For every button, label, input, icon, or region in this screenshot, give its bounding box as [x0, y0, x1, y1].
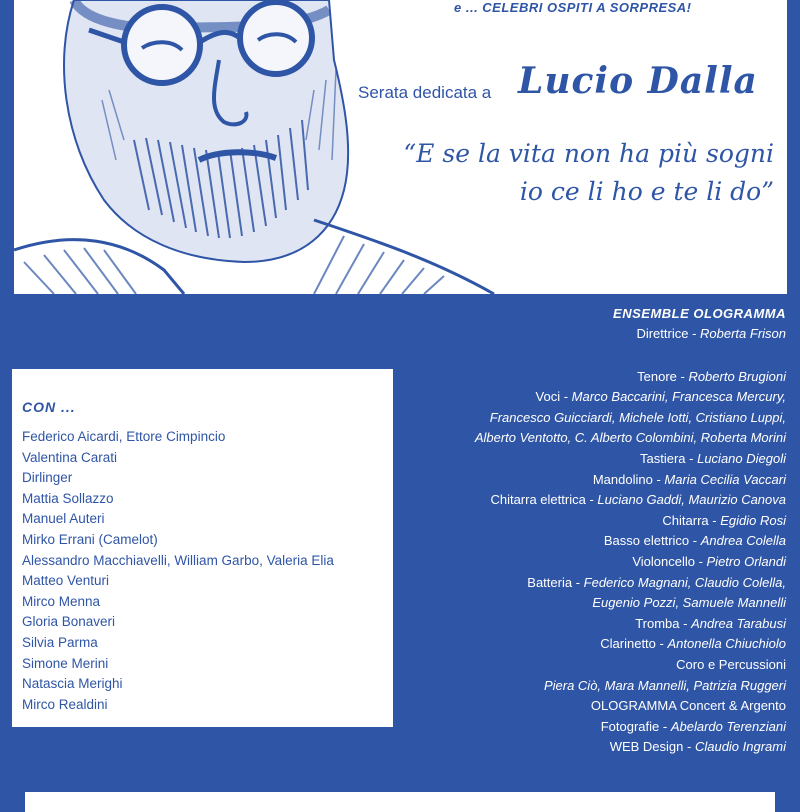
credit-separator: - — [560, 389, 572, 405]
guest-list-item: Natascia Merighi — [22, 676, 123, 692]
guest-list-item: Mattia Sollazzo — [22, 490, 114, 506]
dedication-intro: Serata dedicata a — [358, 83, 492, 102]
credit-role: Tromba — [635, 615, 680, 631]
credit-role: Direttrice — [636, 326, 689, 341]
credit-role: Tastiera — [640, 450, 686, 466]
guest-list-item: Dirlinger — [22, 470, 73, 486]
credit-separator: - — [572, 574, 584, 590]
credit-names: Egidio Rosi — [720, 512, 786, 528]
quote — [364, 135, 774, 211]
credit-names: Eugenio Pozzi, Samuele Mannelli — [592, 595, 786, 611]
credit-role: Tenore — [637, 368, 677, 384]
credit-names: Marco Baccarini, Francesca Mercury, — [571, 389, 786, 405]
credit-role: Clarinetto — [600, 636, 656, 652]
quote-line: “E se la vita non ha più sogni — [403, 139, 774, 168]
credit-line-director — [316, 324, 786, 345]
credit-separator: - — [683, 739, 695, 755]
credit-line — [316, 737, 786, 758]
credit-separator: - — [679, 615, 692, 631]
credit-role: Coro e Percussioni — [676, 656, 786, 672]
credit-role: Mandolino — [592, 471, 653, 487]
credit-names: Maria Cecilia Vaccari — [664, 471, 786, 487]
credit-names: Luciano Gaddi, Maurizio Canova — [597, 492, 786, 508]
credit-separator: - — [676, 368, 689, 384]
credit-names: Piera Ciò, Mara Mannelli, Patrizia Ruggeri — [543, 677, 786, 693]
credit-separator: - — [688, 326, 701, 341]
credit-separator: - — [652, 471, 665, 487]
guest-list-item: Federico Aicardi, Ettore Cimpincio — [22, 429, 226, 444]
credit-names: Roberta Frison — [700, 326, 786, 341]
guest-list-item: Valentina Carati — [22, 449, 118, 465]
credit-separator: - — [685, 450, 698, 466]
credit-separator: - — [655, 636, 668, 652]
credit-names: Andrea Tarabusi — [691, 615, 786, 631]
credit-role: Fotografie — [600, 718, 660, 734]
credit-role: Violoncello — [632, 553, 695, 569]
credit-role: Voci — [535, 389, 561, 405]
guest-list-item: Simone Merini — [22, 655, 109, 671]
credit-names: Roberto Brugioni — [688, 368, 786, 384]
credit-separator: - — [708, 512, 721, 528]
header-panel — [14, 0, 787, 294]
credit-names: Federico Magnani, Claudio Colella, — [583, 574, 786, 590]
guests-title: CON ... — [22, 399, 76, 415]
credit-separator: - — [585, 492, 598, 508]
surprise-guests-line: e ... CELEBRI OSPITI A SORPRESA! — [454, 0, 692, 15]
credit-names: Antonella Chiuchiolo — [667, 636, 786, 652]
credit-names: Andrea Colella — [700, 533, 786, 549]
credit-role: Batteria — [527, 574, 573, 590]
credit-role: WEB Design — [609, 739, 684, 755]
credit-names: Alberto Ventotto, C. Alberto Colombini, Roberta Morini — [474, 430, 786, 446]
credit-separator: - — [659, 718, 671, 734]
credit-role: OLOGRAMMA Concert & Argento — [590, 698, 786, 714]
credit-role: Chitarra elettrica — [490, 492, 586, 508]
credit-names: Francesco Guicciardi, Michele Iotti, Cristiano Luppi, — [489, 409, 786, 425]
guest-list-item: Silvia Parma — [22, 634, 98, 650]
guest-list-item: Mirco Menna — [22, 593, 101, 609]
credit-separator: - — [689, 533, 701, 549]
credit-separator: - — [694, 553, 707, 569]
credit-names: Luciano Diegoli — [697, 450, 786, 466]
quote-line: io ce li ho e te li do” — [519, 177, 774, 206]
credit-names: Claudio Ingrami — [694, 739, 786, 755]
credit-names: Abelardo Terenziani — [670, 718, 786, 734]
guest-list-item: Mirko Errani (Camelot) — [22, 531, 158, 547]
guest-list-item: Mirco Realdini — [22, 696, 108, 712]
guest-list-item: Matteo Venturi — [22, 573, 110, 589]
credit-role: Basso elettrico — [603, 533, 690, 549]
guest-list-item: Gloria Bonaveri — [22, 614, 116, 630]
guest-list-item: Manuel Auteri — [22, 511, 105, 527]
guest-list — [22, 427, 334, 715]
ensemble-title: ENSEMBLE OLOGRAMMA — [613, 306, 786, 321]
dedication-name: Lucio Dalla — [518, 60, 758, 102]
credit-names: Pietro Orlandi — [706, 553, 786, 569]
credit-role: Chitarra — [662, 512, 709, 528]
guest-list-item: Alessandro Macchiavelli, William Garbo, Valeria Elia — [22, 552, 334, 568]
footer-panel — [25, 792, 775, 812]
guests-panel — [12, 369, 393, 727]
